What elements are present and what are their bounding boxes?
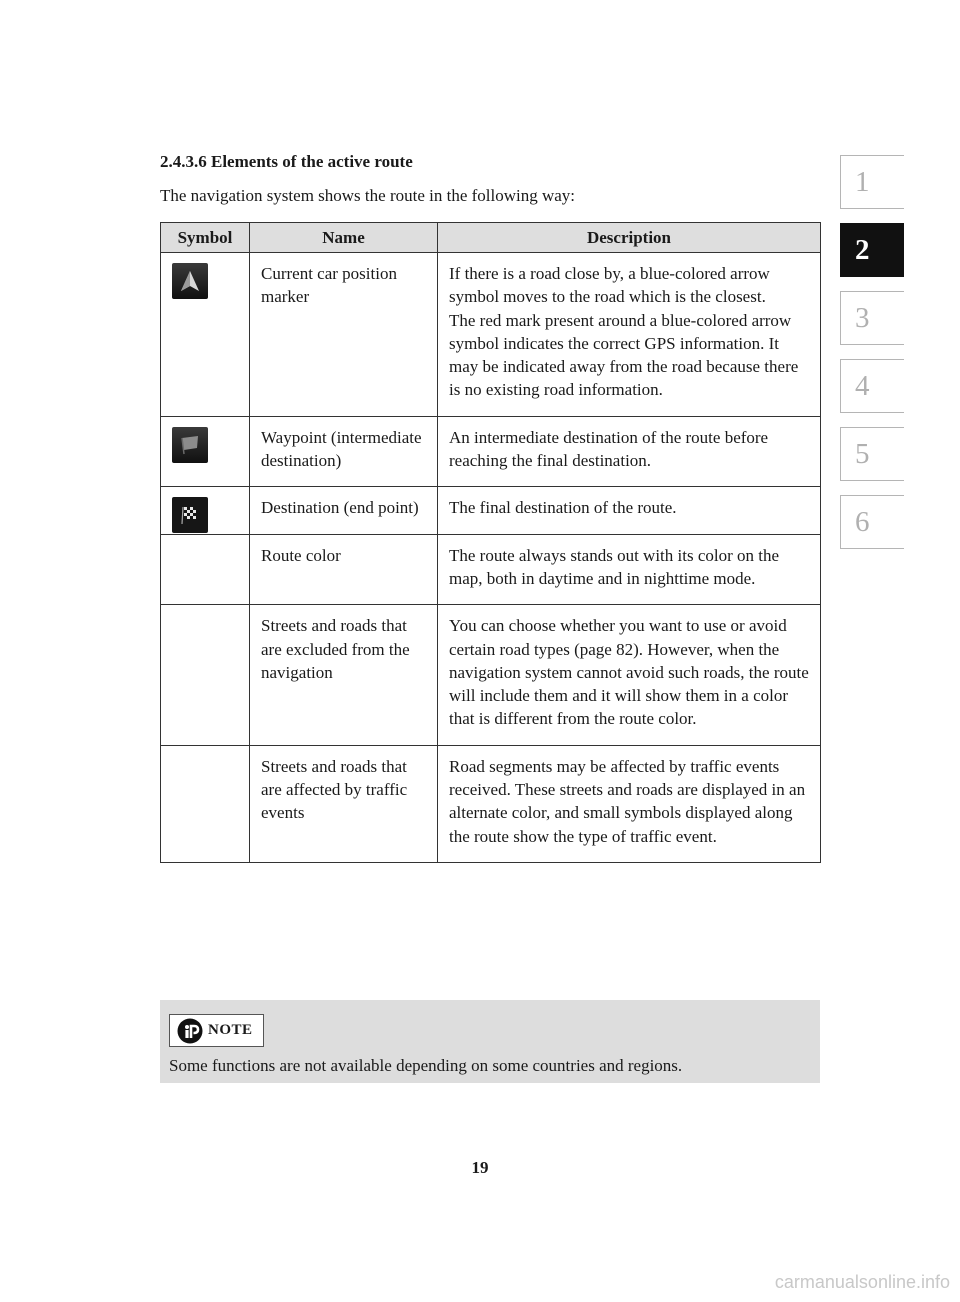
- route-elements-table: [160, 222, 821, 863]
- note-badge: [169, 1014, 264, 1047]
- symbol-cell: [161, 253, 250, 417]
- watermark: carmanualsonline.info: [774, 1272, 950, 1292]
- table-row: [161, 534, 821, 605]
- chapter-tabs: [840, 155, 904, 563]
- header-symbol: Symbol: [161, 223, 250, 253]
- row-name: Destination (end point): [250, 487, 438, 534]
- symbol-cell: [161, 534, 250, 605]
- chapter-tab-6[interactable]: 6: [840, 495, 904, 549]
- chapter-tab-2[interactable]: 2: [840, 223, 904, 277]
- table-row: [161, 416, 821, 487]
- chapter-tab-3[interactable]: 3: [840, 291, 904, 345]
- row-name: Current car position marker: [250, 253, 438, 417]
- waypoint-flag-icon: [172, 427, 208, 463]
- chapter-tab-4[interactable]: 4: [840, 359, 904, 413]
- checkered-flag-icon: [172, 497, 208, 533]
- table-row: [161, 745, 821, 862]
- note-label: NOTE: [208, 1022, 253, 1038]
- row-name: Streets and roads that are excluded from the navigation: [250, 605, 438, 745]
- table-row: [161, 605, 821, 745]
- car-position-arrow-icon: [172, 263, 208, 299]
- chapter-tab-1[interactable]: 1: [840, 155, 904, 209]
- section-title: 2.4.3.6 Elements of the active route: [160, 152, 413, 171]
- symbol-cell: [161, 605, 250, 745]
- row-description: The final destination of the route.: [438, 487, 821, 534]
- row-description: If there is a road close by, a blue-colored arrow symbol moves to the road which is the closest. The red mark present around a blue-colored arrow symbol indicates the correct GPS information. It may be indicated away from the road because there is no existing road information.: [438, 253, 821, 417]
- row-description: Road segments may be affected by traffic events received. These streets and roads are displayed in an alternate color, and small symbols displayed along the route show the type of traffic event.: [438, 745, 821, 862]
- row-name: Waypoint (intermediate destination): [250, 416, 438, 487]
- table-row: [161, 253, 821, 417]
- row-description: You can choose whether you want to use or avoid certain road types (page 82). However, when the navigation system cannot avoid such roads, the route will include them and it will show them in a color that is different from the route color.: [438, 605, 821, 745]
- symbol-cell: [161, 416, 250, 487]
- row-name: Streets and roads that are affected by traffic events: [250, 745, 438, 862]
- page-number: 19: [471, 1158, 489, 1177]
- row-description: The route always stands out with its color on the map, both in daytime and in nighttime mode.: [438, 534, 821, 605]
- row-description: An intermediate destination of the route before reaching the final destination.: [438, 416, 821, 487]
- table-row: [161, 487, 821, 534]
- row-name: Route color: [250, 534, 438, 605]
- table-header-row: [161, 223, 821, 253]
- note-text: Some functions are not available depending on some countries and regions.: [169, 1056, 683, 1075]
- header-description: Description: [438, 223, 821, 253]
- symbol-cell: [161, 487, 250, 534]
- tip-icon: [177, 1018, 203, 1044]
- symbol-cell: [161, 745, 250, 862]
- note-box: [160, 1000, 820, 1083]
- header-name: Name: [250, 223, 438, 253]
- chapter-tab-5[interactable]: 5: [840, 427, 904, 481]
- section-intro: The navigation system shows the route in the following way:: [160, 186, 576, 205]
